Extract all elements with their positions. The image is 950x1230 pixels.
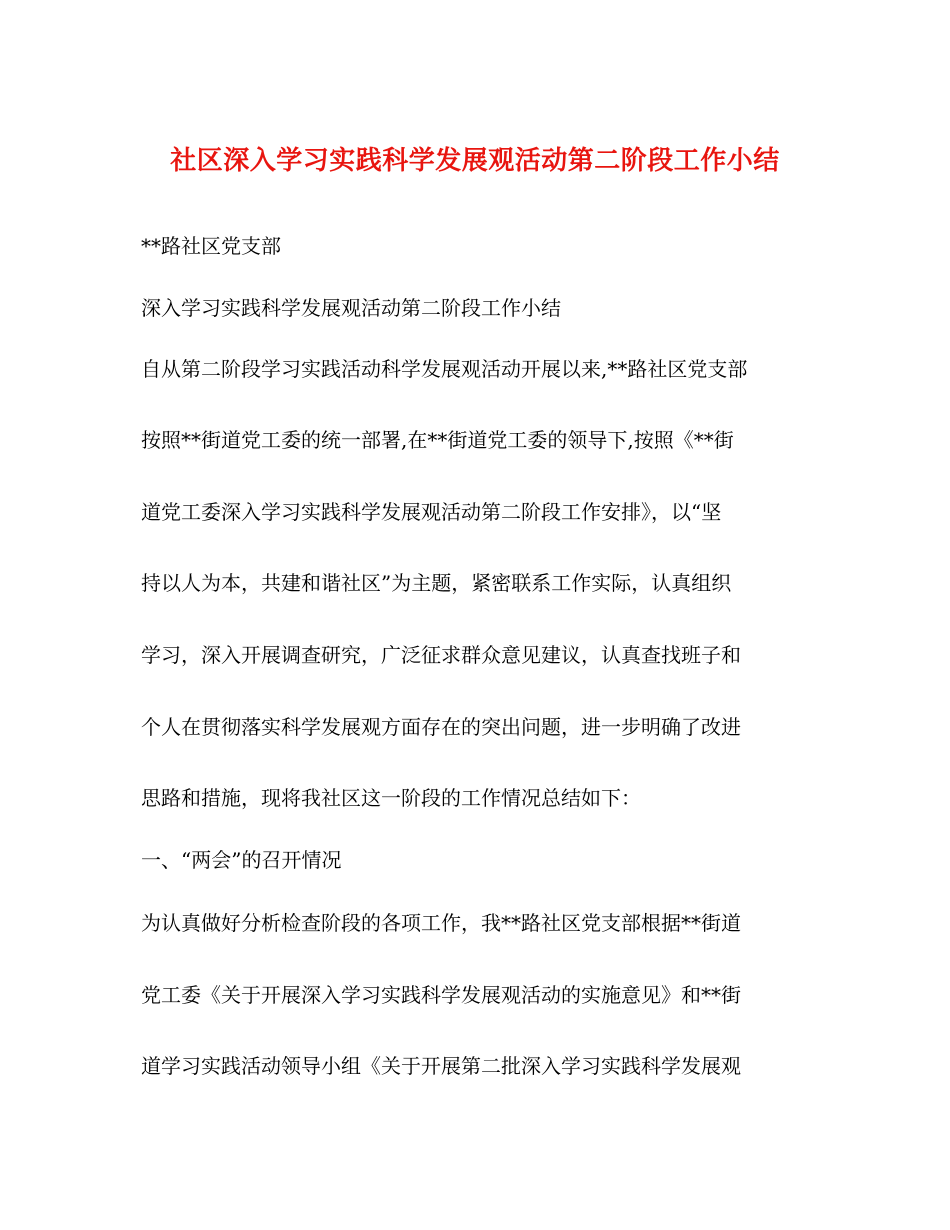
- paragraph-line: 道党工委深入学习实践科学发展观活动第二阶段工作安排》，以“坚: [141, 500, 722, 524]
- paragraph-line: **路社区党支部: [141, 234, 281, 258]
- paragraph-line: 深入学习实践科学发展观活动第二阶段工作小结: [141, 296, 561, 320]
- paragraph-line: 按照**街道党工委的统一部署,在**街道党工委的领导下,按照《**街: [141, 428, 734, 452]
- paragraph-line: 持以人为本，共建和谐社区”为主题，紧密联系工作实际，认真组织: [141, 571, 732, 595]
- paragraph-line: 个人在贯彻落实科学发展观方面存在的突出问题，进一步明确了改进: [141, 715, 741, 739]
- paragraph-line: 思路和措施，现将我社区这一阶段的工作情况总结如下：: [141, 786, 641, 810]
- paragraph-line: 道学习实践活动领导小组《关于开展第二批深入学习实践科学发展观: [141, 1054, 741, 1078]
- paragraph-line: 学习，深入开展调查研究，广泛征求群众意见建议，认真查找班子和: [141, 643, 741, 667]
- document-title: 社区深入学习实践科学发展观活动第二阶段工作小结: [170, 146, 780, 176]
- paragraph-line: 为认真做好分析检查阶段的各项工作，我**路社区党支部根据**街道: [141, 911, 741, 935]
- paragraph-line: 党工委《关于开展深入学习实践科学发展观活动的实施意见》和**街: [141, 983, 741, 1007]
- section-heading: 一、“两会”的召开情况: [141, 848, 342, 872]
- paragraph-line: 自从第二阶段学习实践活动科学发展观活动开展以来,**路社区党支部: [141, 357, 748, 381]
